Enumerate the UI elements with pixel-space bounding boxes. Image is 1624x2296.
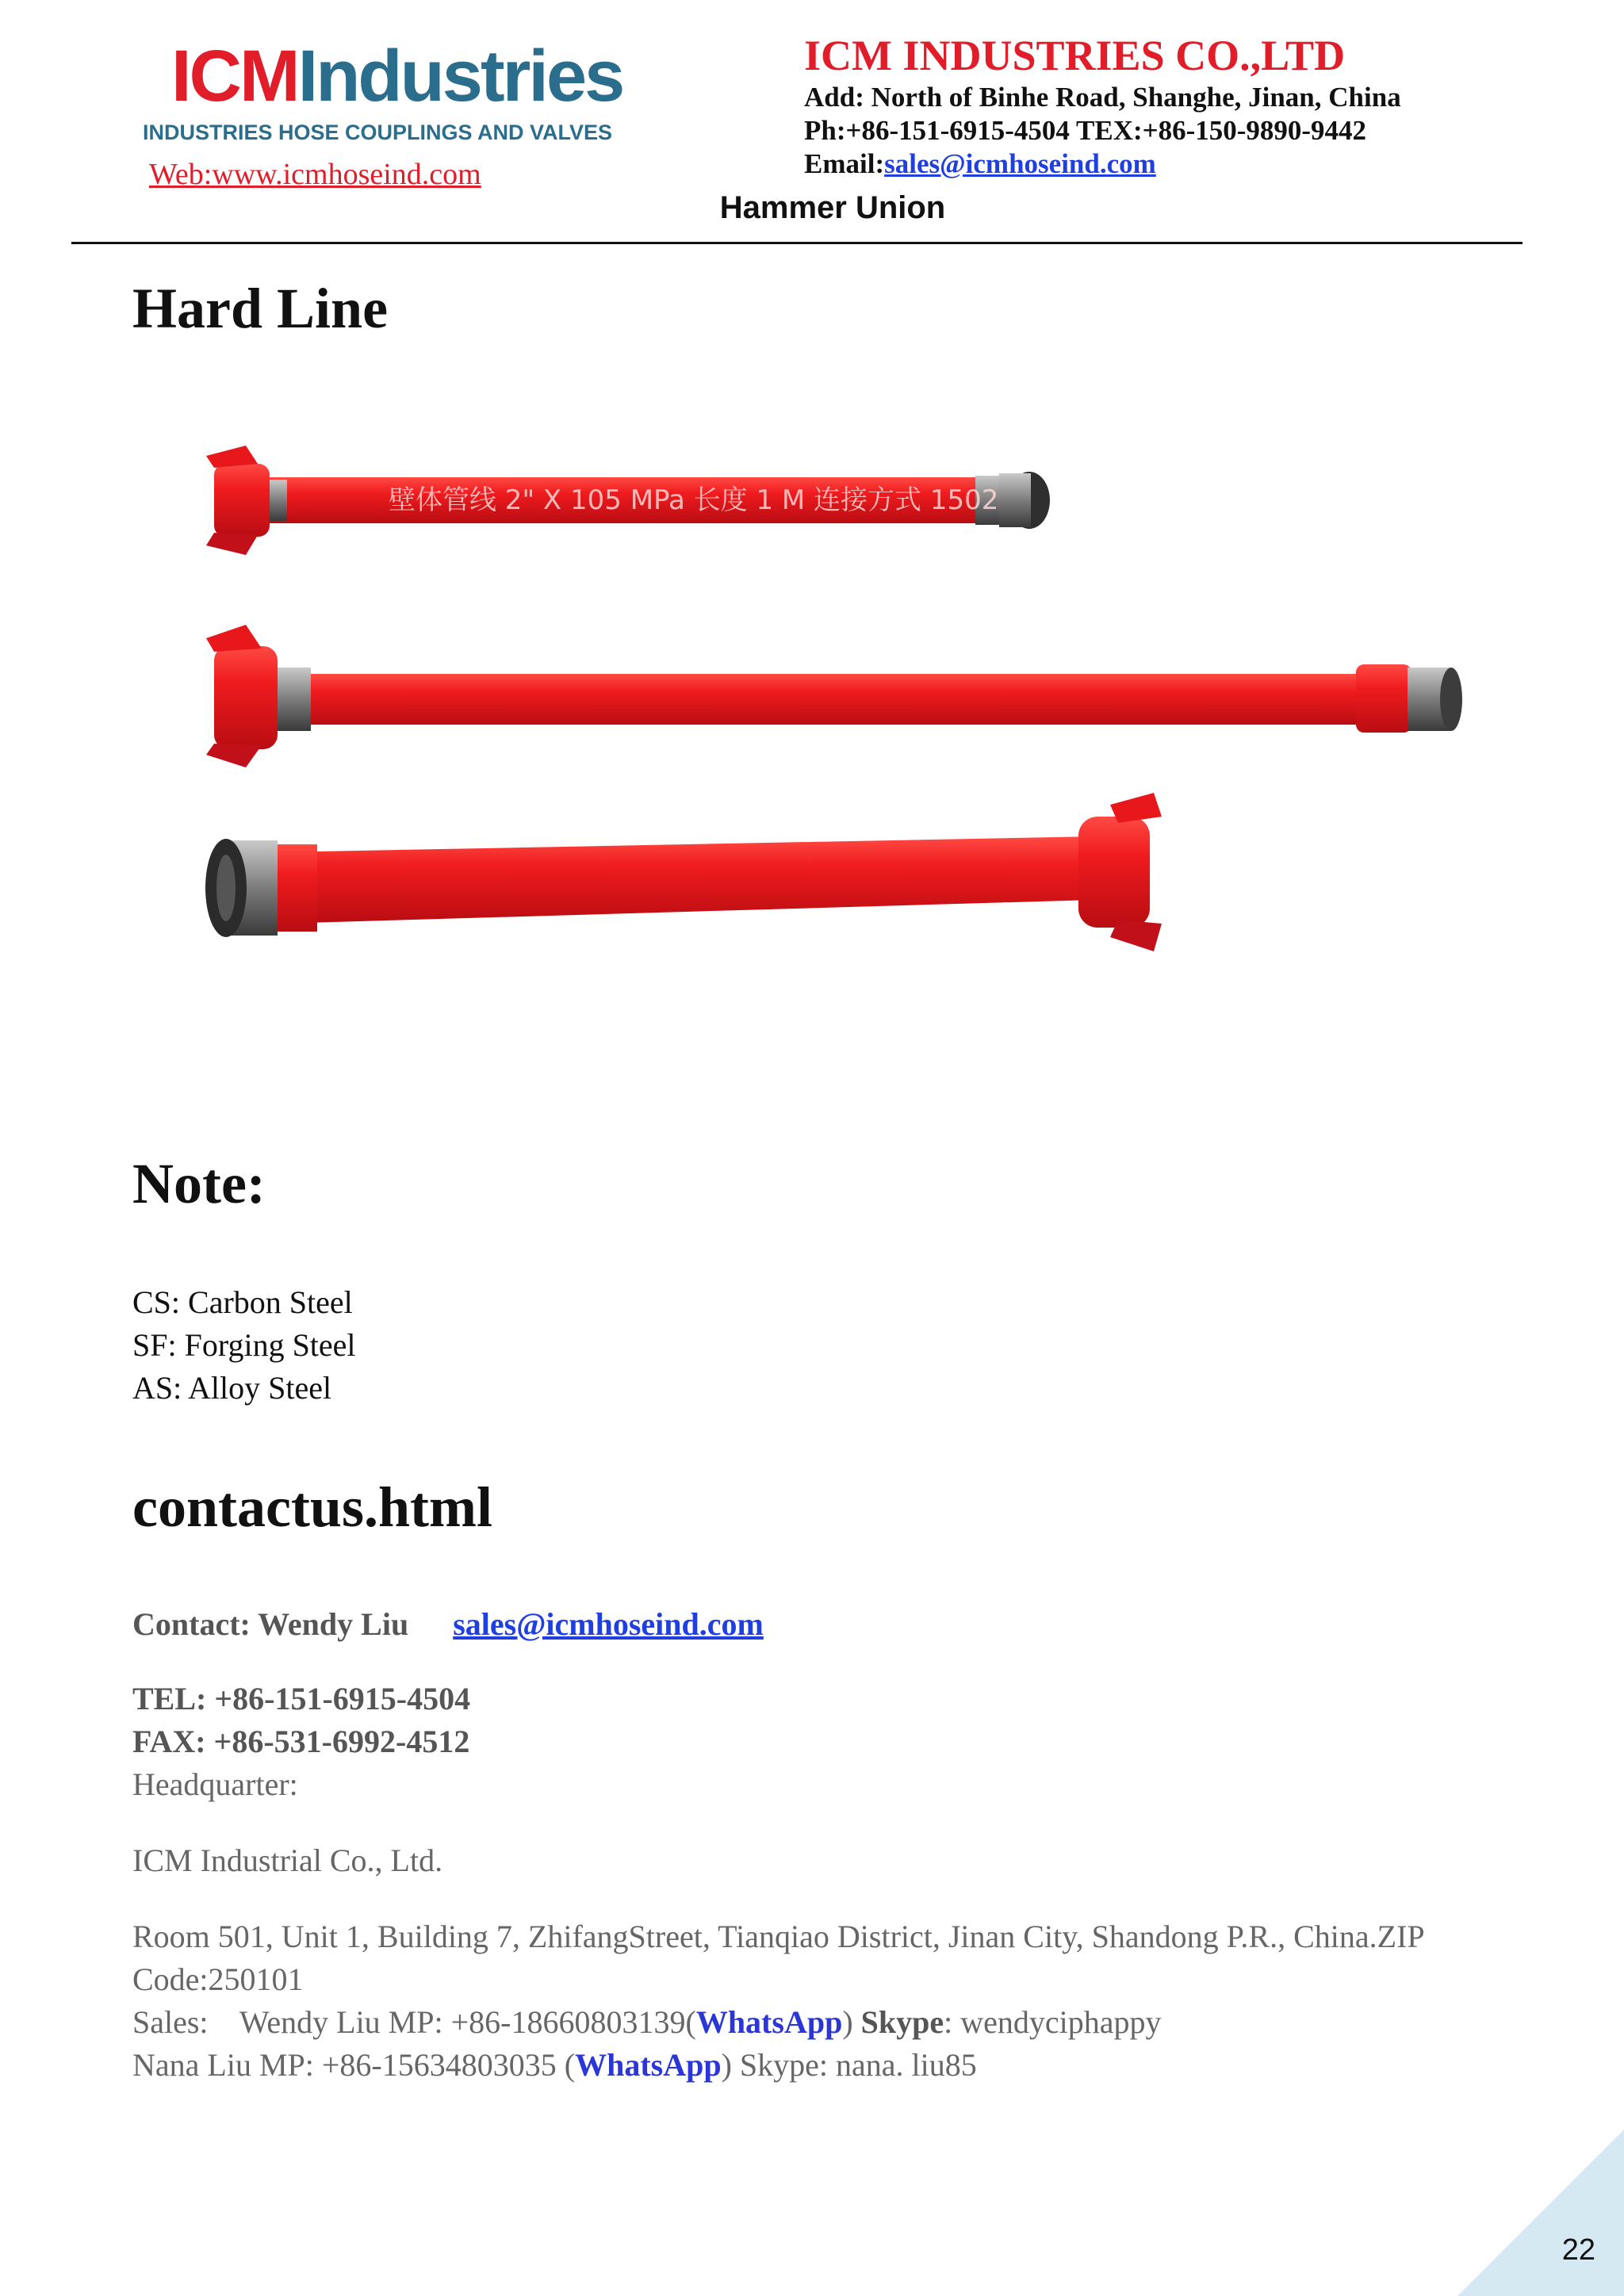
section-title: Hammer Union — [719, 190, 946, 225]
pipe-marking-text: 壁体管线 2" X 105 MPa 长度 1 M 连接方式 1502 — [389, 484, 999, 516]
skype-label: Skype — [860, 2004, 944, 2040]
fax-number: FAX: +86-531-6992-4512 — [132, 1724, 470, 1759]
note-item: AS: Alloy Steel — [132, 1370, 332, 1406]
company-name: ICM INDUSTRIES CO.,LTD — [804, 32, 1346, 79]
pipe-top — [206, 446, 1050, 555]
company-logo — [143, 32, 650, 190]
website-link[interactable]: Web:www.icmhoseind.com — [149, 158, 481, 191]
company-email-link[interactable]: sales@icmhoseind.com — [884, 148, 1156, 179]
contact-line — [132, 1603, 764, 1646]
headquarter-label: Headquarter: — [132, 1766, 298, 1802]
note-list — [132, 1281, 356, 1410]
whatsapp-label: WhatsApp — [575, 2047, 722, 2083]
tel-number: TEL: +86-151-6915-4504 — [132, 1681, 471, 1716]
pipe-bottom — [205, 793, 1162, 951]
address-line: Code:250101 — [132, 1961, 304, 1997]
headquarter-address — [132, 1915, 1425, 2087]
company-phone: Ph:+86-151-6915-4504 TEX:+86-150-9890-9442 — [804, 115, 1367, 146]
sales-nana-line: Nana Liu MP: +86-15634803035 (WhatsApp) Skype: nana. liu85 — [132, 2047, 977, 2083]
company-email-line: Email:sales@icmhoseind.com — [804, 148, 1156, 179]
logo-tagline: INDUSTRIES HOSE COUPLINGS AND VALVES — [143, 121, 613, 144]
sales-wendy-line: Sales: Wendy Liu MP: +86-18660803139(WhatsApp) Skype: wendyciphappy — [132, 2004, 1162, 2040]
header-divider — [71, 242, 1522, 244]
note-item: CS: Carbon Steel — [132, 1284, 353, 1320]
contact-heading: contactus.html — [132, 1475, 492, 1539]
address-line: Room 501, Unit 1, Building 7, ZhifangStreet, Tianqiao District, Jinan City, Shandong P.R., China.ZIP — [132, 1919, 1425, 1954]
contact-email-link[interactable]: sales@icmhoseind.com — [453, 1606, 764, 1642]
hard-line-pipes-image — [182, 444, 1483, 1047]
note-item: SF: Forging Steel — [132, 1327, 356, 1363]
headquarter-company: ICM Industrial Co., Ltd. — [132, 1843, 443, 1878]
page-title: Hard Line — [132, 277, 389, 340]
note-heading: Note: — [132, 1152, 266, 1215]
contact-name: Contact: Wendy Liu — [132, 1606, 409, 1642]
pipe-middle — [206, 625, 1462, 767]
company-address: Add: North of Binhe Road, Shanghe, Jinan, China — [804, 82, 1401, 113]
company-info — [804, 30, 1581, 181]
contact-phones — [132, 1678, 470, 1806]
logo-wordmark: ICMIndustries — [171, 36, 623, 117]
whatsapp-label: WhatsApp — [695, 2004, 843, 2040]
page-corner-decoration — [1457, 2130, 1624, 2296]
page-number: 22 — [1561, 2233, 1595, 2267]
